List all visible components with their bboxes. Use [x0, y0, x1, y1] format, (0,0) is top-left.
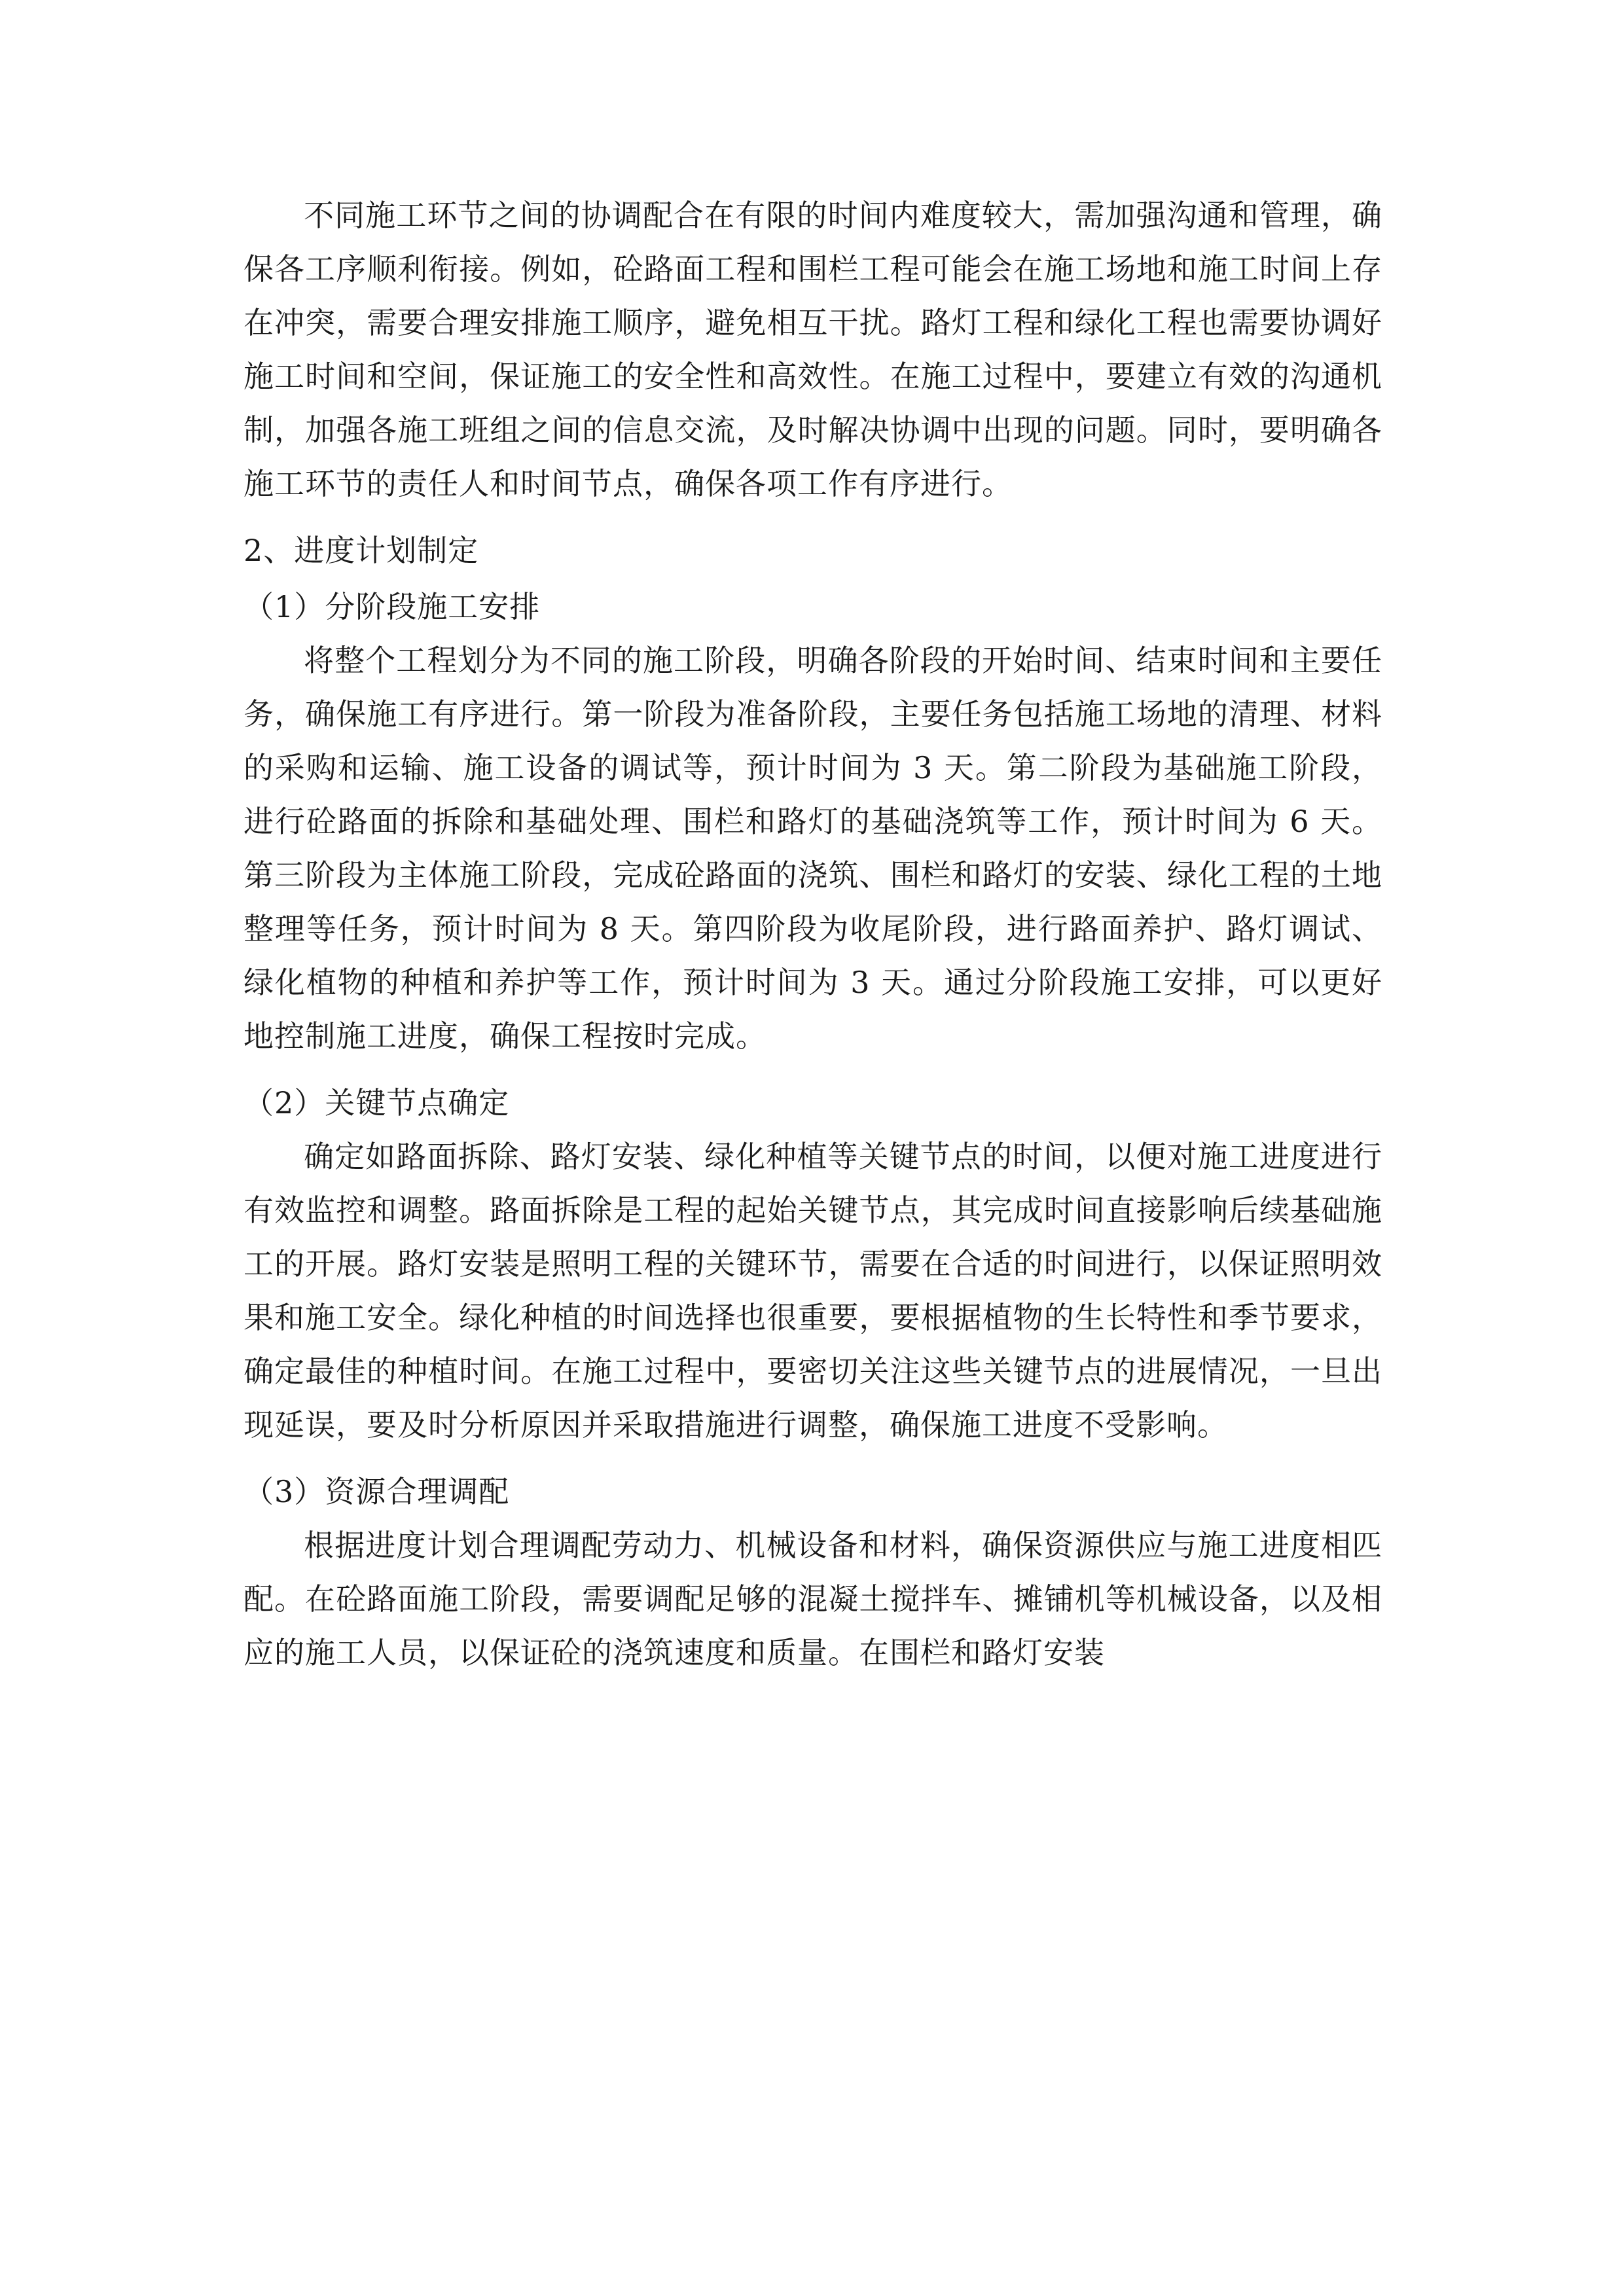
paragraph-key-milestones: 确定如路面拆除、路灯安装、绿化种植等关键节点的时间，以便对施工进度进行有效监控和调整。路面拆除是工程的起始关键节点，其完成时间直接影响后续基础施工的开展。路灯安装是照明工程的关键环节，需要在合适的时间进行，以保证照明效果和施工安全。绿化种植的时间选择也很重要，要根据植物的生长特性和季节要求，确定最佳的种植时间。在施工过程中，要密切关注这些关键节点的进展情况，一旦出现延误，要及时分析原因并采取措施进行调整，确保施工进度不受影响。 [244, 1139, 1382, 1443]
subsection-heading-key-milestones: （2）关键节点确定 [244, 1085, 510, 1121]
paragraph-phased-construction: 将整个工程划分为不同的施工阶段，明确各阶段的开始时间、结束时间和主要任务，确保施工有序进行。第一阶段为准备阶段，主要任务包括施工场地的清理、材料的采购和运输、施工设备的调试等，预计时间为 3 天。第二阶段为基础施工阶段，进行砼路面的拆除和基础处理、围栏和路灯的基础浇筑等工作，预计时间为 6 天。第三阶段为主体施工阶段，完成砼路面的浇筑、围栏和路灯的安装、绿化工程的土地整理等任务，预计时间为 8 天。第四阶段为收尾阶段，进行路面养护、路灯调试、绿化植物的种植和养护等工作，预计时间为 3 天。通过分阶段施工安排，可以更好地控制施工进度，确保工程按时完成。 [244, 643, 1382, 1054]
paragraph-coordination: 不同施工环节之间的协调配合在有限的时间内难度较大，需加强沟通和管理，确保各工序顺利衔接。例如，砼路面工程和围栏工程可能会在施工场地和施工时间上存在冲突，需要合理安排施工顺序，避免相互干扰。路灯工程和绿化工程也需要协调好施工时间和空间，保证施工的安全性和高效性。在施工过程中，要建立有效的沟通机制，加强各施工班组之间的信息交流，及时解决协调中出现的问题。同时，要明确各施工环节的责任人和时间节点，确保各项工作有序进行。 [244, 198, 1382, 501]
subsection-heading-resource-allocation: （3）资源合理调配 [244, 1474, 510, 1509]
document-body [244, 188, 1382, 1679]
subsection-heading-phased-construction: （1）分阶段施工安排 [244, 589, 541, 624]
section-heading-schedule-plan: 2、进度计划制定 [244, 533, 479, 568]
paragraph-resource-allocation: 根据进度计划合理调配劳动力、机械设备和材料，确保资源供应与施工进度相匹配。在砼路面施工阶段，需要调配足够的混凝土搅拌车、摊铺机等机械设备，以及相应的施工人员，以保证砼的浇筑速度和质量。在围栏和路灯安装 [244, 1528, 1382, 1670]
